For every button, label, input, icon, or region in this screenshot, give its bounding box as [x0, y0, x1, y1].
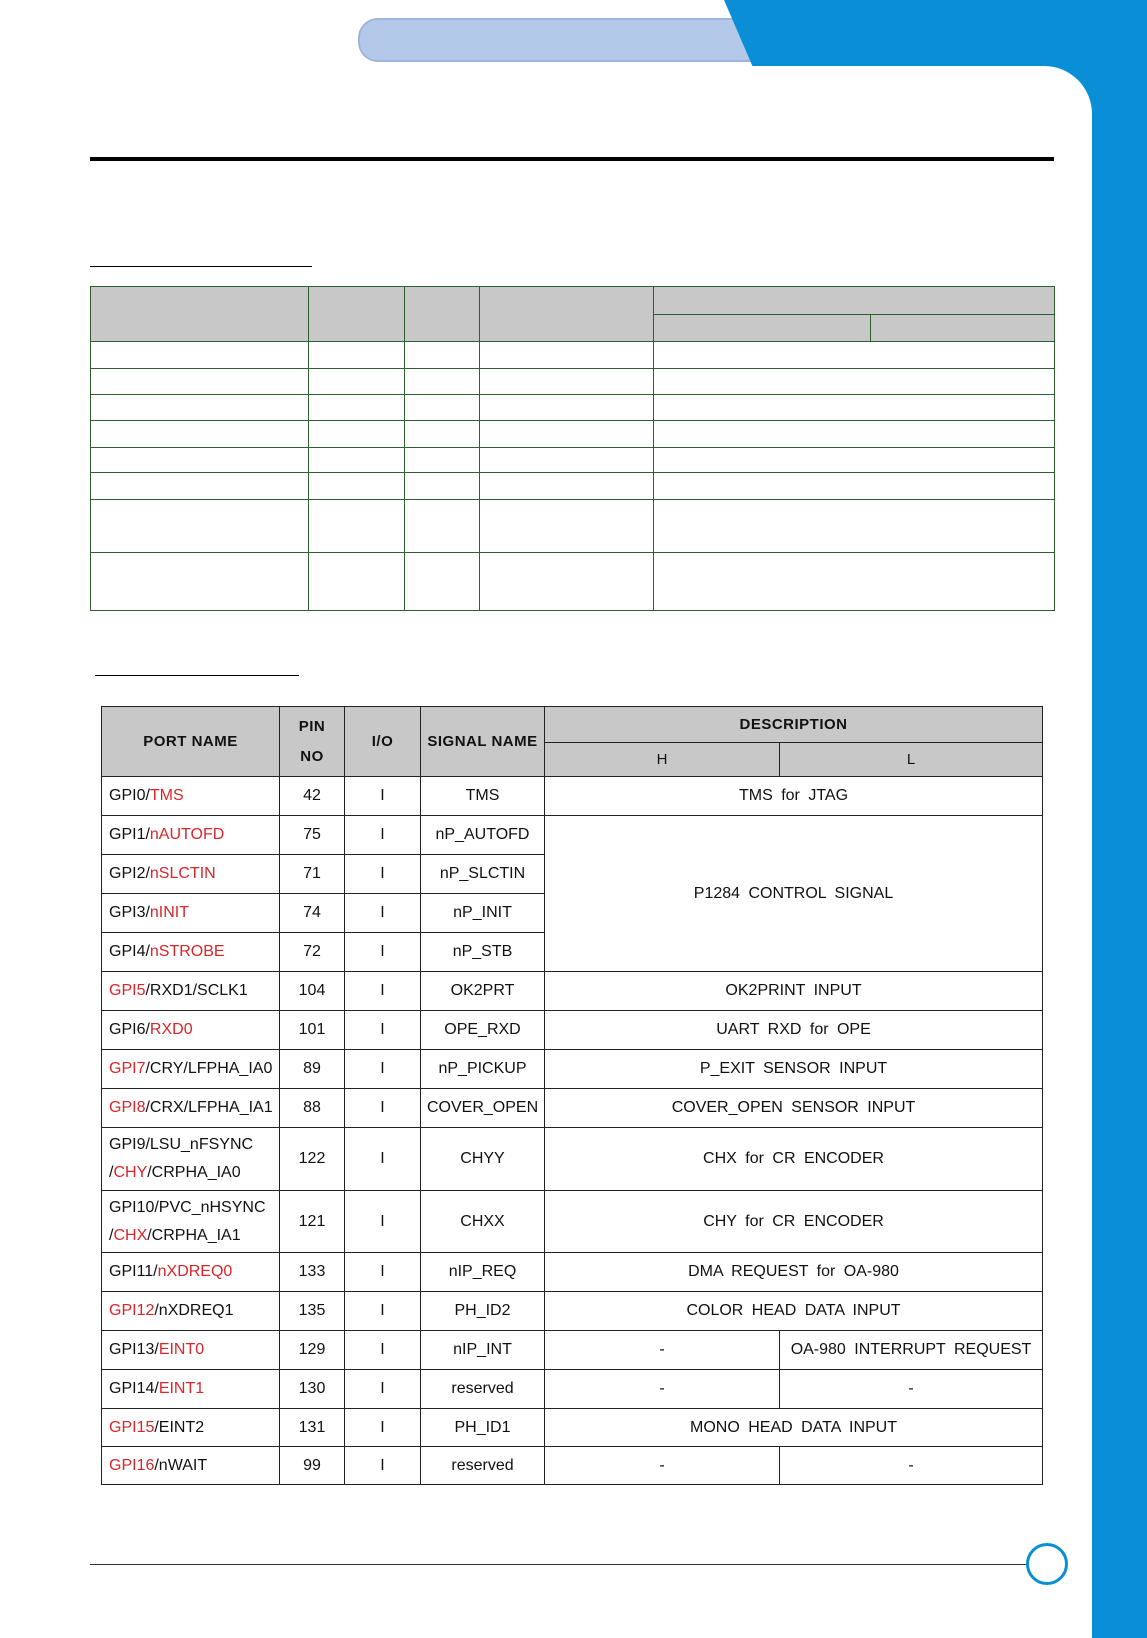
cell-port-name — [102, 1370, 280, 1409]
footer-rule — [90, 1564, 1030, 1565]
cell-port-name — [102, 1011, 280, 1050]
cell-description: P1284 CONTROL SIGNAL — [545, 816, 1043, 972]
cell-signal-name: PH_ID1 — [421, 1409, 545, 1447]
cell-pin-no: 75 — [280, 816, 345, 855]
cell-port-name — [102, 1409, 280, 1447]
cell-signal-name: CHYY — [421, 1128, 545, 1191]
cell-io: I — [345, 777, 421, 816]
table-row — [102, 972, 1043, 1011]
table-row — [102, 1050, 1043, 1089]
port-name-segment: GPI8 — [109, 1099, 146, 1116]
cell-port-name — [102, 1292, 280, 1331]
cell-signal-name: OK2PRT — [421, 972, 545, 1011]
port-name-segment: GPI13/ — [109, 1341, 159, 1358]
cell-signal-name: reserved — [421, 1370, 545, 1409]
port-name-segment: /nXDREQ1 — [154, 1302, 234, 1319]
table-row — [102, 1089, 1043, 1128]
port-name-segment: /CRPHA_IA1 — [147, 1226, 241, 1244]
cell-port-name — [102, 972, 280, 1011]
port-name-segment: GPI12 — [109, 1302, 155, 1319]
port-name-segment: GPI7 — [109, 1060, 146, 1077]
port-name-segment: GPI4/ — [109, 943, 150, 960]
cell-description-l: - — [780, 1370, 1043, 1409]
port-name-segment: TMS — [149, 787, 184, 804]
port-name-segment: nSTROBE — [149, 943, 225, 960]
cell-port-name — [102, 894, 280, 933]
cell-signal-name: nP_SLCTIN — [421, 855, 545, 894]
cell-description-l: OA-980 INTERRUPT REQUEST — [780, 1331, 1043, 1370]
cell-pin-no: 129 — [280, 1331, 345, 1370]
port-name-segment: GPI2/ — [109, 865, 150, 882]
page-number-circle — [1026, 1543, 1068, 1585]
cell-io: I — [345, 816, 421, 855]
port-name-segment: GPI11/ — [109, 1263, 158, 1280]
cell-port-name — [102, 816, 280, 855]
cell-description: P_EXIT SENSOR INPUT — [545, 1050, 1043, 1089]
table-row — [102, 1370, 1043, 1409]
cell-io: I — [345, 933, 421, 972]
section-rule-1 — [90, 266, 312, 267]
cell-port-name — [102, 1089, 280, 1128]
cell-io: I — [345, 855, 421, 894]
cell-signal-name: nP_STB — [421, 933, 545, 972]
cell-port-name — [102, 1050, 280, 1089]
cell-description-h: - — [545, 1331, 780, 1370]
cell-description-l: - — [780, 1447, 1043, 1485]
cell-pin-no: 104 — [280, 972, 345, 1011]
port-name-segment: GPI1/ — [109, 826, 150, 843]
cell-port-name — [102, 777, 280, 816]
port-name-segment: /CRX/LFPHA_IA1 — [145, 1099, 273, 1116]
cell-pin-no: 88 — [280, 1089, 345, 1128]
page-card-corner — [960, 1560, 1092, 1638]
port-name-segment: nSLCTIN — [149, 865, 216, 882]
cell-description: TMS for JTAG — [545, 777, 1043, 816]
cell-io: I — [345, 1128, 421, 1191]
cell-signal-name: nIP_REQ — [421, 1253, 545, 1292]
port-name-segment: GPI16 — [109, 1456, 155, 1474]
port-name-segment: RXD0 — [149, 1021, 193, 1038]
header-desc-l: L — [780, 743, 1043, 777]
cell-io: I — [345, 1011, 421, 1050]
cell-signal-name: PH_ID2 — [421, 1292, 545, 1331]
port-name-line: GPI10/PVC_nHSYNC — [109, 1198, 266, 1216]
cell-io: I — [345, 1409, 421, 1447]
cell-port-name — [102, 1447, 280, 1485]
cell-description: COLOR HEAD DATA INPUT — [545, 1292, 1043, 1331]
port-name-segment: GPI14/ — [109, 1380, 159, 1397]
cell-pin-no: 130 — [280, 1370, 345, 1409]
empty-port-table — [90, 286, 1055, 611]
cell-io: I — [345, 972, 421, 1011]
port-name-segment: GPI15 — [109, 1418, 155, 1436]
table-row — [102, 1447, 1043, 1485]
cell-pin-no: 133 — [280, 1253, 345, 1292]
cell-description: COVER_OPEN SENSOR INPUT — [545, 1089, 1043, 1128]
table-row — [102, 1331, 1043, 1370]
table-row — [102, 816, 1043, 855]
port-name-segment: / — [109, 1226, 114, 1244]
port-name-segment: /CRPHA_IA0 — [147, 1164, 241, 1181]
port-name-segment: /RXD1/SCLK1 — [145, 982, 248, 999]
cell-io: I — [345, 1447, 421, 1485]
header-desc-h: H — [545, 743, 780, 777]
cell-description: CHY for CR ENCODER — [545, 1191, 1043, 1253]
cell-description: MONO HEAD DATA INPUT — [545, 1409, 1043, 1447]
cell-description-h: - — [545, 1370, 780, 1409]
table-row — [102, 1253, 1043, 1292]
port-name-segment: /CRY/LFPHA_IA0 — [145, 1060, 273, 1077]
cell-port-name — [102, 933, 280, 972]
cell-port-name — [102, 855, 280, 894]
table-row — [102, 1292, 1043, 1331]
header-pin-no: PIN NO — [280, 707, 345, 777]
header-tab-pill — [358, 18, 782, 62]
cell-pin-no: 122 — [280, 1128, 345, 1191]
cell-pin-no: 72 — [280, 933, 345, 972]
cell-pin-no: 42 — [280, 777, 345, 816]
cell-port-name — [102, 1253, 280, 1292]
title-rule — [90, 157, 1054, 161]
port-name-segment: GPI6/ — [109, 1021, 150, 1038]
port-name-segment: EINT1 — [158, 1380, 205, 1397]
cell-io: I — [345, 1050, 421, 1089]
cell-io: I — [345, 1370, 421, 1409]
cell-signal-name: nP_AUTOFD — [421, 816, 545, 855]
port-name-segment: CHY — [113, 1164, 148, 1181]
header-io: I/O — [345, 707, 421, 777]
port-name-segment: GPI0/ — [109, 787, 150, 804]
port-name-segment: nINIT — [149, 904, 190, 921]
cell-port-name — [102, 1191, 280, 1253]
cell-io: I — [345, 894, 421, 933]
port-name-segment: nXDREQ0 — [157, 1263, 233, 1280]
cell-description: DMA REQUEST for OA-980 — [545, 1253, 1043, 1292]
cell-signal-name: nP_INIT — [421, 894, 545, 933]
cell-pin-no: 101 — [280, 1011, 345, 1050]
cell-signal-name: TMS — [421, 777, 545, 816]
port-name-segment: EINT0 — [158, 1341, 205, 1358]
header-description: DESCRIPTION — [545, 707, 1043, 743]
cell-description: OK2PRINT INPUT — [545, 972, 1043, 1011]
cell-signal-name: CHXX — [421, 1191, 545, 1253]
header-port-name: PORT NAME — [102, 707, 280, 777]
port-name-line: GPI9/LSU_nFSYNC — [109, 1136, 254, 1153]
port-name-segment: GPI5 — [109, 982, 146, 999]
cell-signal-name: nP_PICKUP — [421, 1050, 545, 1089]
port-name-segment: nAUTOFD — [149, 826, 225, 843]
cell-description: CHX for CR ENCODER — [545, 1128, 1043, 1191]
cell-pin-no: 135 — [280, 1292, 345, 1331]
cell-signal-name: reserved — [421, 1447, 545, 1485]
cell-signal-name: COVER_OPEN — [421, 1089, 545, 1128]
cell-signal-name: nIP_INT — [421, 1331, 545, 1370]
port-name-segment: GPI3/ — [109, 904, 150, 921]
cell-pin-no: 121 — [280, 1191, 345, 1253]
table-row — [102, 1128, 1043, 1191]
gpi-port-table — [101, 706, 1043, 1485]
cell-pin-no: 131 — [280, 1409, 345, 1447]
cell-io: I — [345, 1089, 421, 1128]
table-row — [102, 1409, 1043, 1447]
cell-io: I — [345, 1191, 421, 1253]
port-name-segment: /EINT2 — [154, 1418, 205, 1436]
table-row — [102, 1191, 1043, 1253]
cell-pin-no: 71 — [280, 855, 345, 894]
table-row — [102, 777, 1043, 816]
cell-io: I — [345, 1331, 421, 1370]
section-rule-2 — [95, 675, 299, 676]
port-name-segment: CHX — [113, 1226, 148, 1244]
cell-pin-no: 74 — [280, 894, 345, 933]
cell-io: I — [345, 1253, 421, 1292]
port-name-segment: / — [109, 1164, 114, 1181]
port-name-segment: /nWAIT — [154, 1456, 208, 1474]
table-row — [102, 1011, 1043, 1050]
cell-io: I — [345, 1292, 421, 1331]
cell-pin-no: 99 — [280, 1447, 345, 1485]
cell-port-name — [102, 1128, 280, 1191]
cell-port-name — [102, 1331, 280, 1370]
header-signal-name: SIGNAL NAME — [421, 707, 545, 777]
cell-description-h: - — [545, 1447, 780, 1485]
cell-description: UART RXD for OPE — [545, 1011, 1043, 1050]
cell-signal-name: OPE_RXD — [421, 1011, 545, 1050]
cell-pin-no: 89 — [280, 1050, 345, 1089]
